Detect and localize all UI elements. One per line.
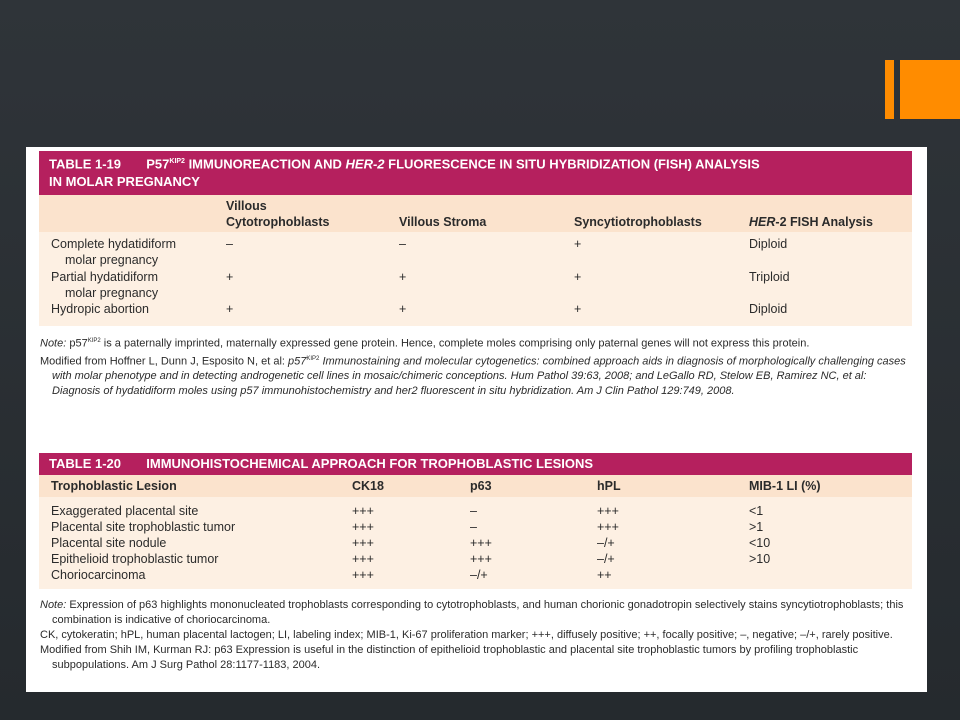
cell-p63: –/+: [470, 568, 488, 582]
source-italic: p57: [288, 355, 307, 368]
header-line: Villous: [226, 199, 267, 213]
cell-ck18: +++: [352, 504, 374, 518]
cell-p63: +++: [470, 536, 492, 550]
abbreviations: CK, cytokeratin; hPL, human placental lactogen; LI, labeling index; MIB-1, Ki-67 proliferation marker; +++, diffusely positive; ++, focally positive; –, negative; –/+, rarely positive.: [40, 629, 893, 641]
header-ck18: CK18: [352, 479, 384, 493]
cell-lesion: Choriocarcinoma: [51, 568, 146, 582]
title-part: HER-2: [345, 156, 385, 172]
table-image-panel: [26, 147, 927, 692]
cell-mib: <1: [749, 504, 764, 518]
table-1-20: [39, 453, 912, 589]
cell-hpl: +++: [597, 504, 619, 518]
title-part: P57: [146, 156, 170, 172]
source-italic: Immunostaining and molecular cytogenetics: combined approach aids in diagnosis of morphologically challenging cases with molar phenotype and in detecting androgenetic cell lines in mosaic/chimeric conceptions. Hum Pathol 39:63, 2008; and LeGallo RD, Stelow EB, Ramirez NC, et al: Diagnosis of hydatidiform moles using p57 immunohistochemistry and her2 fluorescent in situ hybridization. Am J Clin Pathol 129:749, 2008.: [52, 355, 906, 398]
note-text: Expression of p63 highlights mononucleated trophoblasts corresponding to cytotrophoblasts, and human chorionic gonadotropin selectively stains syncytiotrophoblasts; this combination is indicative of choriocarcinoma.: [52, 599, 904, 626]
cell-fish: Diploid: [749, 302, 788, 316]
header-hpl: hPL: [597, 479, 621, 493]
lesion-line: molar pregnancy: [65, 286, 159, 300]
cell-mib: <10: [749, 536, 771, 550]
lesion-line: molar pregnancy: [65, 253, 159, 267]
cell-p63: –: [470, 520, 477, 534]
title-line2: IN MOLAR PREGNANCY: [49, 174, 200, 190]
cell-lesion: Epithelioid trophoblastic tumor: [51, 552, 219, 566]
table-1-19-title: [39, 151, 912, 195]
cell-p63: +++: [470, 552, 492, 566]
table-1-20-header: [39, 475, 912, 497]
accent-bar: [885, 60, 894, 119]
cell-ck18: +++: [352, 552, 374, 566]
cell-fish: Diploid: [749, 237, 788, 251]
note: [40, 334, 915, 352]
cell-ck18: +++: [352, 520, 374, 534]
header-lesion: Trophoblastic Lesion: [51, 479, 177, 493]
cell-lesion: Exaggerated placental site: [51, 504, 199, 518]
note: [40, 598, 915, 628]
note-text: p57: [66, 337, 88, 350]
cell-fish: Triploid: [749, 270, 790, 284]
cell-ck18: +++: [352, 568, 374, 582]
header-her: HER: [749, 215, 776, 229]
table-1-19-body: [39, 232, 912, 326]
header-villous-cyto: [226, 198, 329, 230]
note-label: Note:: [40, 599, 67, 611]
header-villous-stroma: Villous Stroma: [399, 215, 487, 229]
note-sup: KIP2: [87, 338, 101, 344]
cell-cyto: +: [226, 302, 234, 316]
accent-square: [900, 60, 960, 119]
cell-mib: >10: [749, 552, 771, 566]
title-part: IMMUNOREACTION AND: [184, 156, 346, 172]
table-title: IMMUNOHISTOCHEMICAL APPROACH FOR TROPHOBLASTIC LESIONS: [146, 456, 594, 471]
cell-hpl: +++: [597, 520, 619, 534]
cell-hpl: –/+: [597, 536, 615, 550]
header-mib: MIB-1 LI (%): [749, 479, 821, 493]
table-1-19-notes: [40, 334, 915, 399]
cell-syncytio: +: [574, 302, 582, 316]
lesion-line: Complete hydatidiform: [51, 237, 177, 251]
source-sup: KIP2: [306, 355, 320, 362]
row-lesion: Hydropic abortion: [51, 302, 149, 316]
header-line: Cytotrophoblasts: [226, 215, 330, 229]
table-1-19: [39, 151, 912, 326]
cell-stroma: +: [399, 270, 407, 284]
table-1-20-title: [39, 453, 912, 475]
cell-stroma: –: [399, 237, 406, 251]
cell-cyto: +: [226, 270, 234, 284]
cell-syncytio: +: [574, 237, 582, 251]
table-number: TABLE 1-20: [49, 456, 121, 471]
header-syncytio: Syncytiotrophoblasts: [574, 215, 702, 229]
cell-mib: >1: [749, 520, 764, 534]
table-1-19-header: [39, 195, 912, 232]
header-p63: p63: [470, 479, 492, 493]
cell-syncytio: +: [574, 270, 582, 284]
table-1-20-notes: [40, 598, 915, 673]
table-1-20-body: [39, 497, 912, 589]
row-lesion: [51, 236, 176, 268]
cell-ck18: +++: [352, 536, 374, 550]
source-citation: [40, 352, 915, 400]
cell-lesion: Placental site trophoblastic tumor: [51, 520, 236, 534]
title-sup: KIP2: [169, 158, 185, 165]
cell-cyto: –: [226, 237, 233, 251]
table-number: TABLE 1-19: [49, 156, 121, 172]
cell-hpl: –/+: [597, 552, 615, 566]
header-her2-fish: [749, 214, 873, 230]
cell-hpl: ++: [597, 568, 612, 582]
cell-p63: –: [470, 504, 477, 518]
note-text: is a paternally imprinted, maternally expressed gene protein. Hence, complete moles comprising only paternal genes will not express this protein.: [100, 337, 810, 350]
header-rest: -2 FISH Analysis: [775, 215, 873, 229]
cell-stroma: +: [399, 302, 407, 316]
note-label: Note:: [40, 337, 67, 350]
title-part: FLUORESCENCE IN SITU HYBRIDIZATION (FISH) ANALYSIS: [384, 156, 760, 172]
lesion-line: Partial hydatidiform: [51, 270, 158, 284]
row-lesion: [51, 269, 158, 301]
cell-lesion: Placental site nodule: [51, 536, 167, 550]
source-citation: Modified from Shih IM, Kurman RJ: p63 Expression is useful in the distinction of epithelioid trophoblastic and placental site trophoblastic tumors by profiling trophoblastic subpopulations. Am J Surg Pathol 28:1177-1183, 2004.: [40, 644, 859, 671]
source-text: Modified from Hoffner L, Dunn J, Esposito N, et al:: [40, 355, 289, 368]
